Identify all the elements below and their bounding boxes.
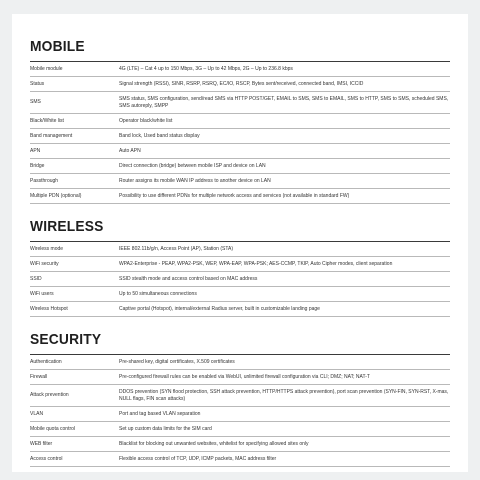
section-title: SECURITY	[30, 331, 102, 348]
row-label: Wireless mode	[30, 245, 64, 252]
table-row	[30, 242, 450, 257]
table-row	[30, 287, 450, 302]
row-value: Captive portal (Hotspot), internal/external Radius server, built in customizable landing page	[119, 305, 320, 312]
table-row	[30, 189, 450, 204]
table-row	[30, 422, 450, 437]
section-mobile	[30, 38, 450, 204]
row-label: Band management	[30, 132, 73, 139]
row-value: Band lock, Used band status display	[119, 132, 200, 139]
section-title: MOBILE	[30, 38, 85, 55]
row-label: WiFi users	[30, 290, 54, 297]
row-value: SMS status, SMS configuration, send/read SMS via HTTP POST/GET, EMAIL to SMS, SMS to EMAIL, SMS to HTTP, SMS to SMS, scheduled SMS, SMS autoreply, SMPP	[119, 95, 449, 109]
row-label: Multiple PDN (optional)	[30, 192, 82, 199]
table-row	[30, 257, 450, 272]
table-row	[30, 144, 450, 159]
table-row	[30, 437, 450, 452]
row-label: Black/White list	[30, 117, 64, 124]
row-value: Possibility to use different PDNs for multiple network access and services (not available in standard FW)	[119, 192, 350, 199]
table-row	[30, 114, 450, 129]
row-label: Attack prevention	[30, 392, 69, 399]
row-value: DDOS prevention (SYN flood protection, SSH attack prevention, HTTP/HTTPS attack prevention), port scan prevention (SYN-FIN, SYN-RST, X-mas, NULL flags, FIN scan attacks)	[119, 388, 449, 402]
section-security	[30, 331, 450, 467]
row-value: Direct connection (bridge) between mobile ISP and device on LAN	[119, 162, 266, 169]
table-row	[30, 92, 450, 114]
row-value: Set up custom data limits for the SIM card	[119, 425, 212, 432]
table-row	[30, 407, 450, 422]
row-value: IEEE 802.11b/g/n, Access Point (AP), Station (STA)	[119, 245, 234, 252]
row-value: Up to 50 simultaneous connections	[119, 290, 197, 297]
spec-table	[30, 61, 450, 204]
row-label: Mobile quota control	[30, 425, 76, 432]
table-row	[30, 452, 450, 467]
table-row	[30, 129, 450, 144]
section-wireless	[30, 218, 450, 317]
row-value: Auto APN	[119, 147, 141, 154]
table-row	[30, 174, 450, 189]
row-value: Flexible access control of TCP, UDP, ICMP packets, MAC address filter	[119, 455, 277, 462]
row-value: Operator black/white list	[119, 117, 173, 124]
table-row	[30, 272, 450, 287]
row-value: Port and tag based VLAN separation	[119, 410, 201, 417]
spec-sheet	[12, 14, 468, 472]
row-label: Authentication	[30, 358, 62, 365]
row-label: Access control	[30, 455, 63, 462]
row-value: WPA2-Enterprise - PEAP, WPA2-PSK, WEP, WPA-EAP, WPA-PSK; AES-CCMP, TKIP, Auto Cipher modes, client separation	[119, 260, 393, 267]
row-value: Router assigns its mobile WAN IP address to another device on LAN	[119, 177, 271, 184]
row-label: SSID	[30, 275, 42, 282]
table-row	[30, 385, 450, 407]
spec-table	[30, 354, 450, 467]
table-row	[30, 62, 450, 77]
row-value: Blacklist for blocking out unwanted websites, whitelist for specifying allowed sites only	[119, 440, 309, 447]
row-label: WEB filter	[30, 440, 53, 447]
row-value: Pre-configured firewall rules can be enabled via WebUI, unlimited firewall configuration via CLI; DMZ; NAT; NAT-T	[119, 373, 370, 380]
row-label: VLAN	[30, 410, 44, 417]
row-label: WiFi security	[30, 260, 59, 267]
row-label: Mobile module	[30, 65, 63, 72]
row-label: Passthrough	[30, 177, 59, 184]
table-row	[30, 302, 450, 317]
row-label: Wireless Hotspot	[30, 305, 68, 312]
row-value: SSID stealth mode and access control based on MAC address	[119, 275, 258, 282]
row-label: SMS	[30, 99, 41, 106]
table-row	[30, 159, 450, 174]
row-value: Pre-shared key, digital certificates, X.509 certificates	[119, 358, 235, 365]
table-row	[30, 370, 450, 385]
section-title: WIRELESS	[30, 218, 104, 235]
row-label: Status	[30, 80, 45, 87]
row-label: Firewall	[30, 373, 48, 380]
table-row	[30, 77, 450, 92]
row-label: APN	[30, 147, 41, 154]
row-value: Signal strength (RSSI), SINR, RSRP, RSRQ, EC/IO, RSCP, Bytes sent/received, connected band, IMSI, ICCID	[119, 80, 364, 87]
table-row	[30, 355, 450, 370]
row-value: 4G (LTE) – Cat 4 up to 150 Mbps, 3G – Up to 42 Mbps, 2G – Up to 236.8 kbps	[119, 65, 293, 72]
row-label: Bridge	[30, 162, 45, 169]
spec-table	[30, 241, 450, 317]
